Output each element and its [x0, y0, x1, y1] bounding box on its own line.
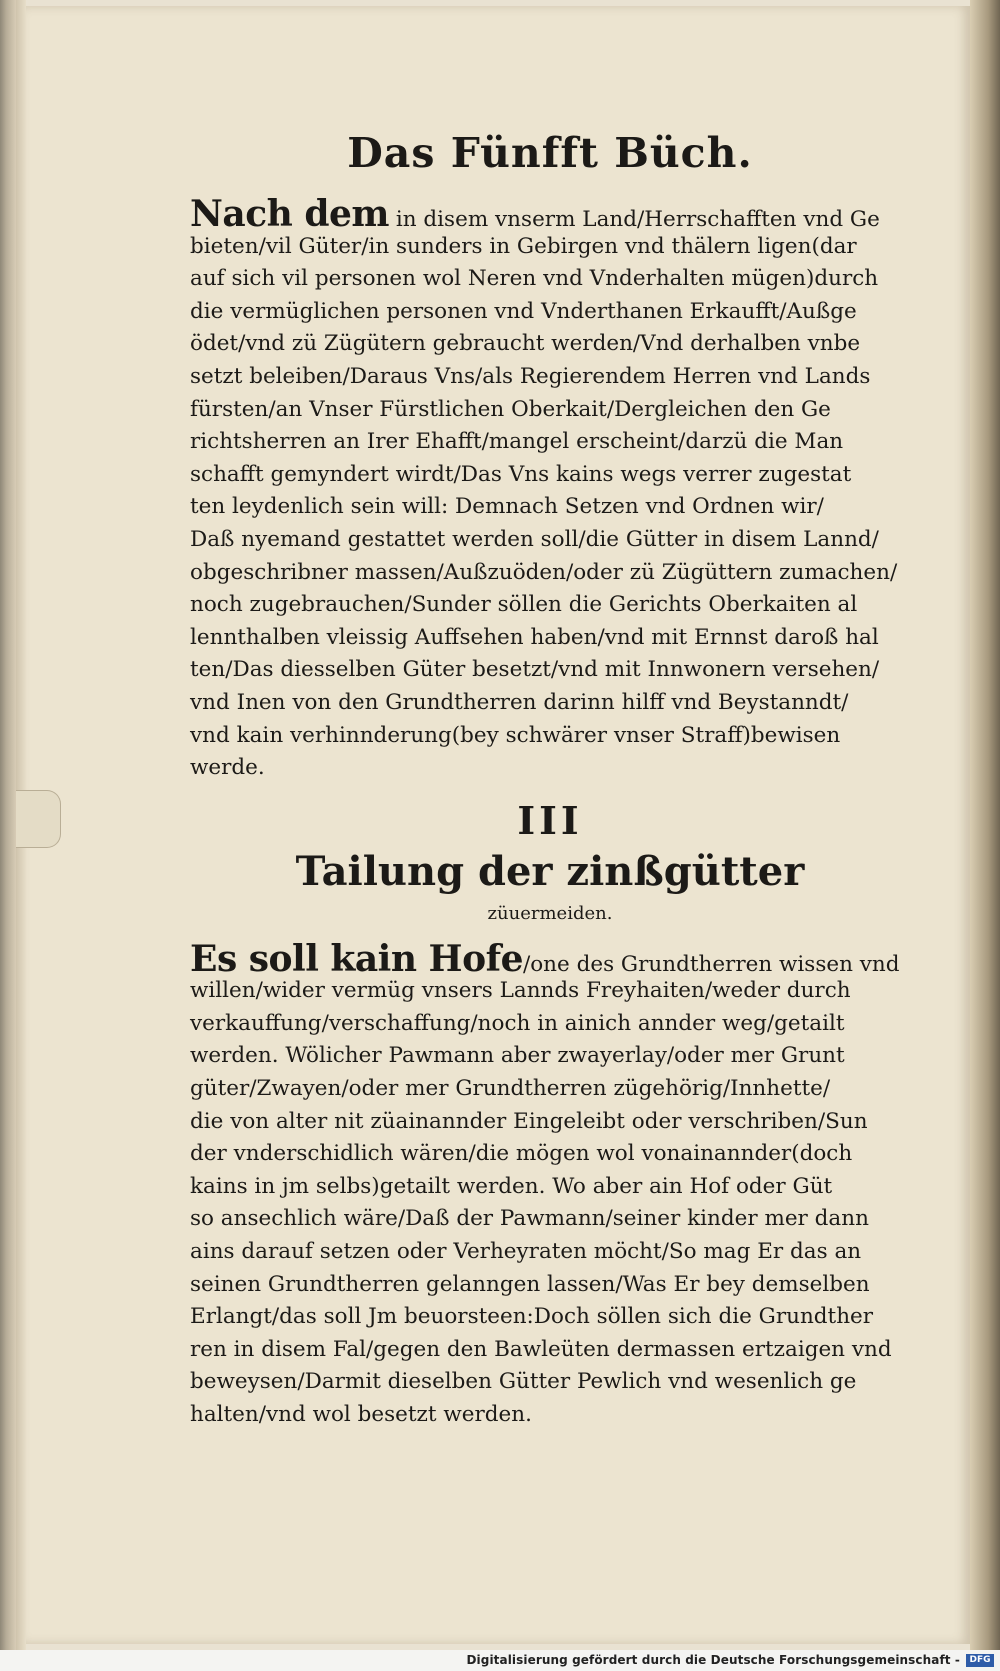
page-stack-edge — [970, 0, 1000, 1650]
first-line-text: in disem vnserm Land/Herrschafften vnd Ge — [389, 207, 880, 232]
text-line: kains in jm selbs)getailt werden. Wo aber ain Hof oder Güt — [190, 1173, 833, 1199]
initial-words: Es soll kain Hofe — [190, 937, 523, 980]
initial-words: Nach dem — [190, 193, 390, 235]
page-tab-marker — [16, 790, 61, 848]
text-line: werde. — [190, 755, 265, 781]
text-line: willen/wider vermüg vnsers Lannds Freyhaiten/weder durch — [190, 978, 851, 1004]
text-line: so ansechlich wäre/Daß der Pawmann/seiner kinder mer dann — [190, 1206, 869, 1232]
text-line: beweysen/Darmit dieselben Gütter Pewlich vnd wesenlich ge — [190, 1369, 857, 1395]
text-line: ten/Das diesselben Güter besetzt/vnd mit Innwonern versehen/ — [190, 657, 880, 683]
section-subtitle: züuermeiden. — [487, 902, 613, 924]
text-line: güter/Zwayen/oder mer Grundtherren zügehörig/Innhette/ — [190, 1076, 831, 1102]
funding-notice: Digitalisierung gefördert durch die Deutsche Forschungsgemeinschaft - — [466, 1653, 960, 1667]
text-line: ten leydenlich sein will: Demnach Setzen vnd Ordnen wir/ — [190, 494, 824, 520]
section-number: III — [517, 797, 583, 843]
text-line: die vermüglichen personen vnd Vnderthanen Erkaufft/Außge — [190, 298, 857, 324]
paragraph-lines — [190, 975, 910, 1431]
dfg-logo: DFG — [966, 1654, 994, 1667]
text-line: werden. Wölicher Pawmann aber zwayerlay/oder mer Grunt — [190, 1043, 845, 1069]
paragraph-lines — [190, 231, 910, 785]
page-content — [190, 128, 910, 1432]
text-line: obgeschribner massen/Außzuöden/oder zü Zügüttern zumachen/ — [190, 559, 898, 585]
text-line: seinen Grundtherren gelanngen lassen/Was Er bey demselben — [190, 1271, 870, 1297]
text-line: der vnderschidlich wären/die mögen wol vonainannder(doch — [190, 1141, 853, 1167]
text-line: schafft gemyndert wirdt/Das Vns kains wegs verrer zugestat — [190, 461, 852, 487]
first-line-text: /one des Grundtherren wissen vnd — [522, 951, 900, 977]
text-line: halten/vnd wol besetzt werden. — [190, 1402, 532, 1427]
text-line: Daß nyemand gestattet werden soll/die Gütter in disem Lannd/ — [190, 526, 879, 552]
text-line: fürsten/an Vnser Fürstlichen Oberkait/Dergleichen den Ge — [190, 396, 831, 422]
text-line: richtsherren an Irer Ehafft/mangel erscheint/darzü die Man — [190, 429, 844, 455]
text-line: auf sich vil personen wol Neren vnd Vnderhalten mügen)durch — [190, 266, 879, 292]
text-line: lennthalben vleissig Auffsehen haben/vnd mit Ernnst daroß hal — [190, 624, 879, 650]
book-spine — [0, 0, 16, 1650]
text-line: noch zugebrauchen/Sunder söllen die Gerichts Oberkaiten al — [190, 592, 858, 618]
text-line: setzt beleiben/Daraus Vns/als Regierendem Herren vnd Lands — [190, 363, 871, 389]
text-line: vnd kain verhinnderung(bey schwärer vnser Straff)bewisen — [190, 722, 841, 748]
text-line: Erlangt/das soll Jm beuorsteen:Doch söllen sich die Grundther — [190, 1304, 874, 1330]
text-line: vnd Inen von den Grundtherren darinn hilff vnd Beystanndt/ — [190, 689, 849, 715]
book-title: Das Fünfft Büch. — [347, 129, 753, 177]
text-line: ren in disem Fal/gegen den Bawleüten dermassen ertzaigen vnd — [190, 1336, 892, 1362]
paragraph-first-line — [190, 193, 910, 235]
paragraph-nach-dem — [190, 193, 910, 785]
text-line: bieten/vil Güter/in sunders in Gebirgen vnd thälern ligen(dar — [190, 233, 857, 259]
text-line: ödet/vnd zü Zügütern gebraucht werden/Vnd derhalben vnbe — [190, 331, 861, 357]
text-line: ains darauf setzen oder Verheyraten möcht/So mag Er das an — [190, 1239, 862, 1265]
text-line: die von alter nit züainannder Eingeleibt oder verschriben/Sun — [190, 1108, 868, 1134]
section-title: Tailung der zinßgütter — [295, 847, 805, 895]
text-line: verkauffung/verschaffung/noch in ainich annder weg/getailt — [190, 1010, 845, 1036]
footer-bar — [0, 1650, 1000, 1671]
paragraph-first-line — [190, 937, 910, 980]
paragraph-es-soll — [190, 937, 910, 1432]
